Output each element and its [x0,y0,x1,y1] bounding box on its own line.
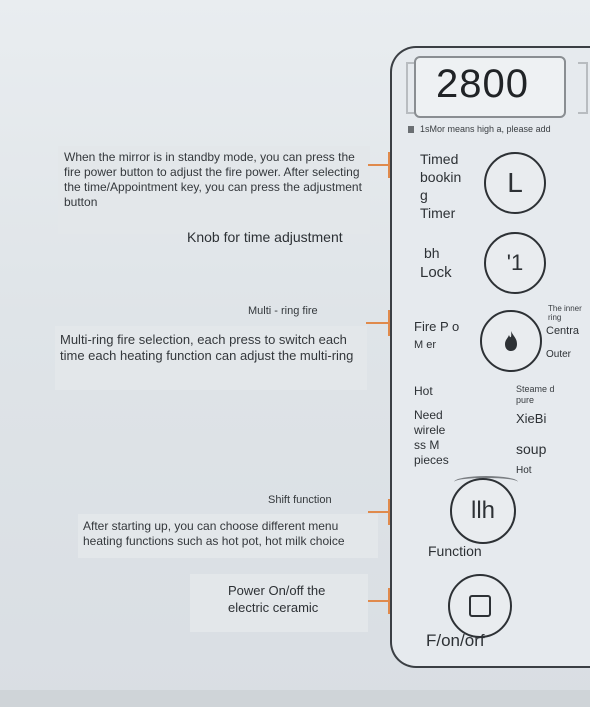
timer-button[interactable] [484,152,546,214]
lock-label-1: bh [424,245,440,261]
power-text: Power On/off the electric ceramic [228,583,326,615]
option-need-2: wirele [414,423,446,437]
control-panel [390,46,590,668]
clock-icon: L [507,167,523,198]
knob-note: Knob for time adjustment [187,229,343,245]
function-label: Function [428,543,482,559]
standby-text: When the mirror is in standby mode, you can press the fire power button to adjust the fire power. After selecting the time/Appointment key, you can press the adjustment button [64,150,362,209]
standby-note [58,146,370,234]
bottom-edge [0,690,590,707]
inner-ring-label: The inner ring [548,304,582,322]
option-soup: soup [516,441,547,457]
option-need-3: ss M [414,438,440,452]
fire-power-button[interactable] [480,310,542,372]
flame-icon [503,330,519,352]
lock-button[interactable] [484,232,546,294]
function-icon: llh [470,497,495,524]
display-screen [414,56,566,118]
outer-label: Outer [546,349,572,360]
timer-label-3: g [420,187,428,203]
timer-label-2: bookin [420,169,462,185]
shift-note [78,514,378,558]
function-button[interactable] [450,478,516,544]
multi-ring-title: Multi - ring fire [248,305,318,317]
hint-icon [408,126,414,133]
fire-power-label-1: Fire P o [414,319,460,334]
lock-label-2: Lock [420,264,452,281]
timer-label-4: Timer [420,205,456,221]
option-steamed: Steame d pure [516,384,555,405]
display-value: 2800 [436,62,529,106]
multi-ring-text: Multi-ring fire selection, each press to switch each time each heating function can adjust the multi-ring [60,332,354,363]
option-xiebi: XieBi [516,411,547,426]
display-bracket-right [578,62,588,114]
option-hot-2: Hot [516,465,532,476]
display-hint: 1sMor means high a, please add [420,124,551,134]
multi-ring-note [55,326,367,390]
option-hot: Hot [414,384,433,398]
shift-title: Shift function [268,494,332,506]
power-label: F/on/orf [426,631,485,650]
option-need-4: pieces [414,453,449,467]
lock-icon: '1 [506,250,524,275]
option-need-1: Need [414,408,443,422]
shift-text: After starting up, you can choose different menu heating functions such as hot pot, hot milk choice [83,519,345,548]
timer-label-1: Timed [420,151,459,167]
power-square-icon [469,595,491,617]
central-label: Centra [546,325,580,337]
fire-power-label-2: M er [414,339,436,351]
power-button[interactable] [448,574,512,638]
power-note [190,574,368,632]
